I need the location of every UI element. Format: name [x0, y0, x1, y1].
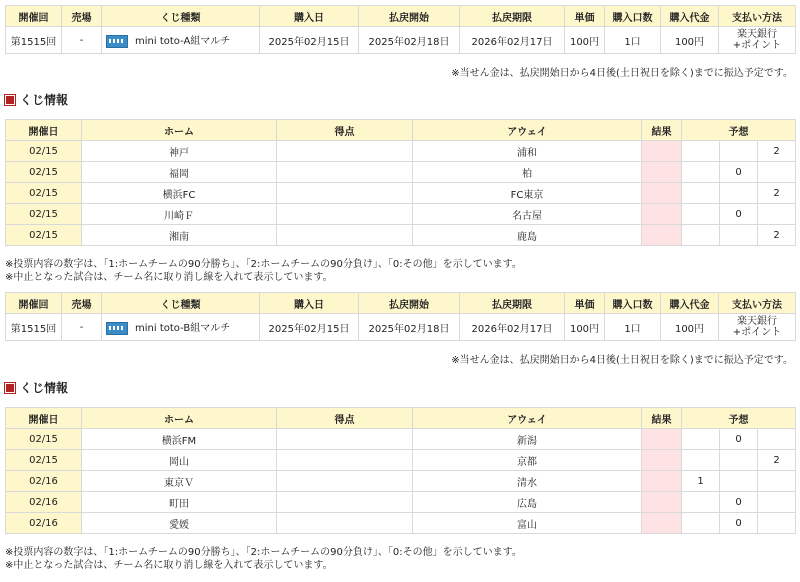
game-date: 02/16	[6, 471, 82, 492]
away-team: 新潟	[413, 429, 642, 450]
header-purchase-date: 購入日	[260, 293, 359, 314]
prediction-1	[682, 204, 720, 225]
header-date: 開催日	[6, 408, 82, 429]
prediction-1	[682, 450, 720, 471]
score	[277, 225, 413, 246]
prediction-1	[682, 429, 720, 450]
result	[642, 450, 682, 471]
payout-start-value: 2025年02月18日	[359, 27, 460, 54]
purchase-table	[5, 5, 796, 54]
prediction-0	[720, 183, 758, 204]
header-payment-method: 支払い方法	[719, 293, 796, 314]
purchase-header-row	[6, 293, 796, 314]
unit-price-value: 100円	[565, 27, 605, 54]
home-team: 川崎Ｆ	[82, 204, 277, 225]
game-date: 02/15	[6, 429, 82, 450]
away-team: 名古屋	[413, 204, 642, 225]
header-amount: 購入代金	[661, 293, 719, 314]
units-value: 1口	[605, 27, 661, 54]
header-payment-method: 支払い方法	[719, 6, 796, 27]
header-unit-price: 単価	[565, 6, 605, 27]
header-home: ホーム	[82, 120, 277, 141]
footnotes	[5, 546, 522, 572]
header-payout-start: 払戻開始	[359, 6, 460, 27]
prediction-0	[720, 141, 758, 162]
section-marker-icon	[6, 96, 14, 104]
score	[277, 162, 413, 183]
score	[277, 450, 413, 471]
header-result: 結果	[642, 120, 682, 141]
prediction-2: 2	[758, 183, 796, 204]
purchase-date-value: 2025年02月15日	[260, 27, 359, 54]
away-team: 広島	[413, 492, 642, 513]
header-kind: くじ種類	[102, 6, 260, 27]
home-team: 東京Ｖ	[82, 471, 277, 492]
header-payout-deadline: 払戻期限	[460, 6, 565, 27]
purchase-row	[6, 314, 796, 341]
kind-value: mini toto-B組マルチ	[135, 323, 231, 335]
header-home: ホーム	[82, 408, 277, 429]
prediction-1	[682, 225, 720, 246]
section-marker-icon	[6, 384, 14, 392]
result	[642, 225, 682, 246]
header-prediction: 予想	[682, 120, 796, 141]
prediction-0: 0	[720, 513, 758, 534]
prediction-2	[758, 492, 796, 513]
prediction-2: 2	[758, 450, 796, 471]
kind-cell	[102, 27, 260, 54]
header-payout-deadline: 払戻期限	[460, 293, 565, 314]
result	[642, 141, 682, 162]
round-value: 第1515回	[6, 314, 62, 341]
away-team: 浦和	[413, 141, 642, 162]
prediction-0: 0	[720, 204, 758, 225]
units-value: 1口	[605, 314, 661, 341]
away-team: 柏	[413, 162, 642, 183]
result	[642, 204, 682, 225]
away-team: 鹿島	[413, 225, 642, 246]
score	[277, 471, 413, 492]
prediction-0	[720, 225, 758, 246]
header-shop: 売場	[62, 293, 102, 314]
payout-start-value: 2025年02月18日	[359, 314, 460, 341]
prediction-2: 2	[758, 141, 796, 162]
prediction-1: 1	[682, 471, 720, 492]
header-payout-start: 払戻開始	[359, 293, 460, 314]
result	[642, 183, 682, 204]
home-team: 横浜FC	[82, 183, 277, 204]
header-kind: くじ種類	[102, 293, 260, 314]
game-row	[6, 429, 796, 450]
section-title: くじ情報	[6, 91, 68, 108]
result	[642, 492, 682, 513]
prediction-0: 0	[720, 492, 758, 513]
game-date: 02/15	[6, 162, 82, 183]
payment-method-value: 楽天銀行 +ポイント	[719, 27, 796, 54]
game-date: 02/16	[6, 513, 82, 534]
round-value: 第1515回	[6, 27, 62, 54]
header-prediction: 予想	[682, 408, 796, 429]
header-date: 開催日	[6, 120, 82, 141]
header-round: 開催回	[6, 293, 62, 314]
header-away: アウェイ	[413, 408, 642, 429]
game-row	[6, 471, 796, 492]
games-table	[5, 407, 796, 534]
kind-value: mini toto-A組マルチ	[135, 36, 231, 48]
payout-deadline-value: 2026年02月17日	[460, 27, 565, 54]
home-team: 湘南	[82, 225, 277, 246]
home-team: 愛媛	[82, 513, 277, 534]
payout-note: ※当せん金は、払戻開始日から4日後(土日祝日を除く)までに振込予定です。	[451, 355, 793, 366]
score	[277, 429, 413, 450]
games-header-row	[6, 408, 796, 429]
kind-cell	[102, 314, 260, 341]
shop-value: -	[62, 27, 102, 54]
game-date: 02/16	[6, 492, 82, 513]
prediction-2	[758, 513, 796, 534]
game-row	[6, 204, 796, 225]
footnote-vote-legend: ※投票内容の数字は、「1:ホームチームの90分勝ち」、「2:ホームチームの90分負け」、「0:その他」を示しています。	[5, 259, 522, 270]
games-table	[5, 119, 796, 246]
amount-value: 100円	[661, 27, 719, 54]
game-row	[6, 183, 796, 204]
header-purchase-date: 購入日	[260, 6, 359, 27]
away-team: 京都	[413, 450, 642, 471]
prediction-1	[682, 513, 720, 534]
shop-value: -	[62, 314, 102, 341]
game-row	[6, 162, 796, 183]
header-units: 購入口数	[605, 293, 661, 314]
prediction-1	[682, 141, 720, 162]
prediction-1	[682, 183, 720, 204]
prediction-2	[758, 471, 796, 492]
score	[277, 492, 413, 513]
footnotes	[5, 258, 522, 284]
section-title: くじ情報	[6, 379, 68, 396]
payment-method-value: 楽天銀行 +ポイント	[719, 314, 796, 341]
game-date: 02/15	[6, 450, 82, 471]
score	[277, 204, 413, 225]
header-round: 開催回	[6, 6, 62, 27]
game-date: 02/15	[6, 183, 82, 204]
result	[642, 513, 682, 534]
header-unit-price: 単価	[565, 293, 605, 314]
game-date: 02/15	[6, 141, 82, 162]
footnote-cancelled: ※中止となった試合は、チーム名に取り消し線を入れて表示しています。	[5, 272, 333, 283]
header-score: 得点	[277, 120, 413, 141]
header-units: 購入口数	[605, 6, 661, 27]
score	[277, 183, 413, 204]
home-team: 町田	[82, 492, 277, 513]
result	[642, 471, 682, 492]
amount-value: 100円	[661, 314, 719, 341]
prediction-0	[720, 471, 758, 492]
score	[277, 141, 413, 162]
away-team: 富山	[413, 513, 642, 534]
game-row	[6, 141, 796, 162]
result	[642, 162, 682, 183]
prediction-2: 2	[758, 225, 796, 246]
prediction-2	[758, 204, 796, 225]
unit-price-value: 100円	[565, 314, 605, 341]
game-date: 02/15	[6, 204, 82, 225]
game-date: 02/15	[6, 225, 82, 246]
header-amount: 購入代金	[661, 6, 719, 27]
home-team: 神戸	[82, 141, 277, 162]
purchase-table	[5, 292, 796, 341]
result	[642, 429, 682, 450]
header-result: 結果	[642, 408, 682, 429]
footnote-cancelled: ※中止となった試合は、チーム名に取り消し線を入れて表示しています。	[5, 560, 333, 571]
toto-logo-icon	[106, 35, 128, 48]
purchase-date-value: 2025年02月15日	[260, 314, 359, 341]
header-shop: 売場	[62, 6, 102, 27]
purchase-row	[6, 27, 796, 54]
purchase-header-row	[6, 6, 796, 27]
score	[277, 513, 413, 534]
footnote-vote-legend: ※投票内容の数字は、「1:ホームチームの90分勝ち」、「2:ホームチームの90分負け」、「0:その他」を示しています。	[5, 547, 522, 558]
prediction-0	[720, 450, 758, 471]
game-row	[6, 450, 796, 471]
payout-note: ※当せん金は、払戻開始日から4日後(土日祝日を除く)までに振込予定です。	[451, 68, 793, 79]
home-team: 岡山	[82, 450, 277, 471]
toto-logo-icon	[106, 322, 128, 335]
away-team: 清水	[413, 471, 642, 492]
game-row	[6, 225, 796, 246]
header-away: アウェイ	[413, 120, 642, 141]
prediction-1	[682, 492, 720, 513]
prediction-0: 0	[720, 162, 758, 183]
home-team: 福岡	[82, 162, 277, 183]
away-team: FC東京	[413, 183, 642, 204]
prediction-1	[682, 162, 720, 183]
prediction-0: 0	[720, 429, 758, 450]
payout-deadline-value: 2026年02月17日	[460, 314, 565, 341]
game-row	[6, 513, 796, 534]
prediction-2	[758, 162, 796, 183]
prediction-2	[758, 429, 796, 450]
games-header-row	[6, 120, 796, 141]
header-score: 得点	[277, 408, 413, 429]
home-team: 横浜FM	[82, 429, 277, 450]
game-row	[6, 492, 796, 513]
